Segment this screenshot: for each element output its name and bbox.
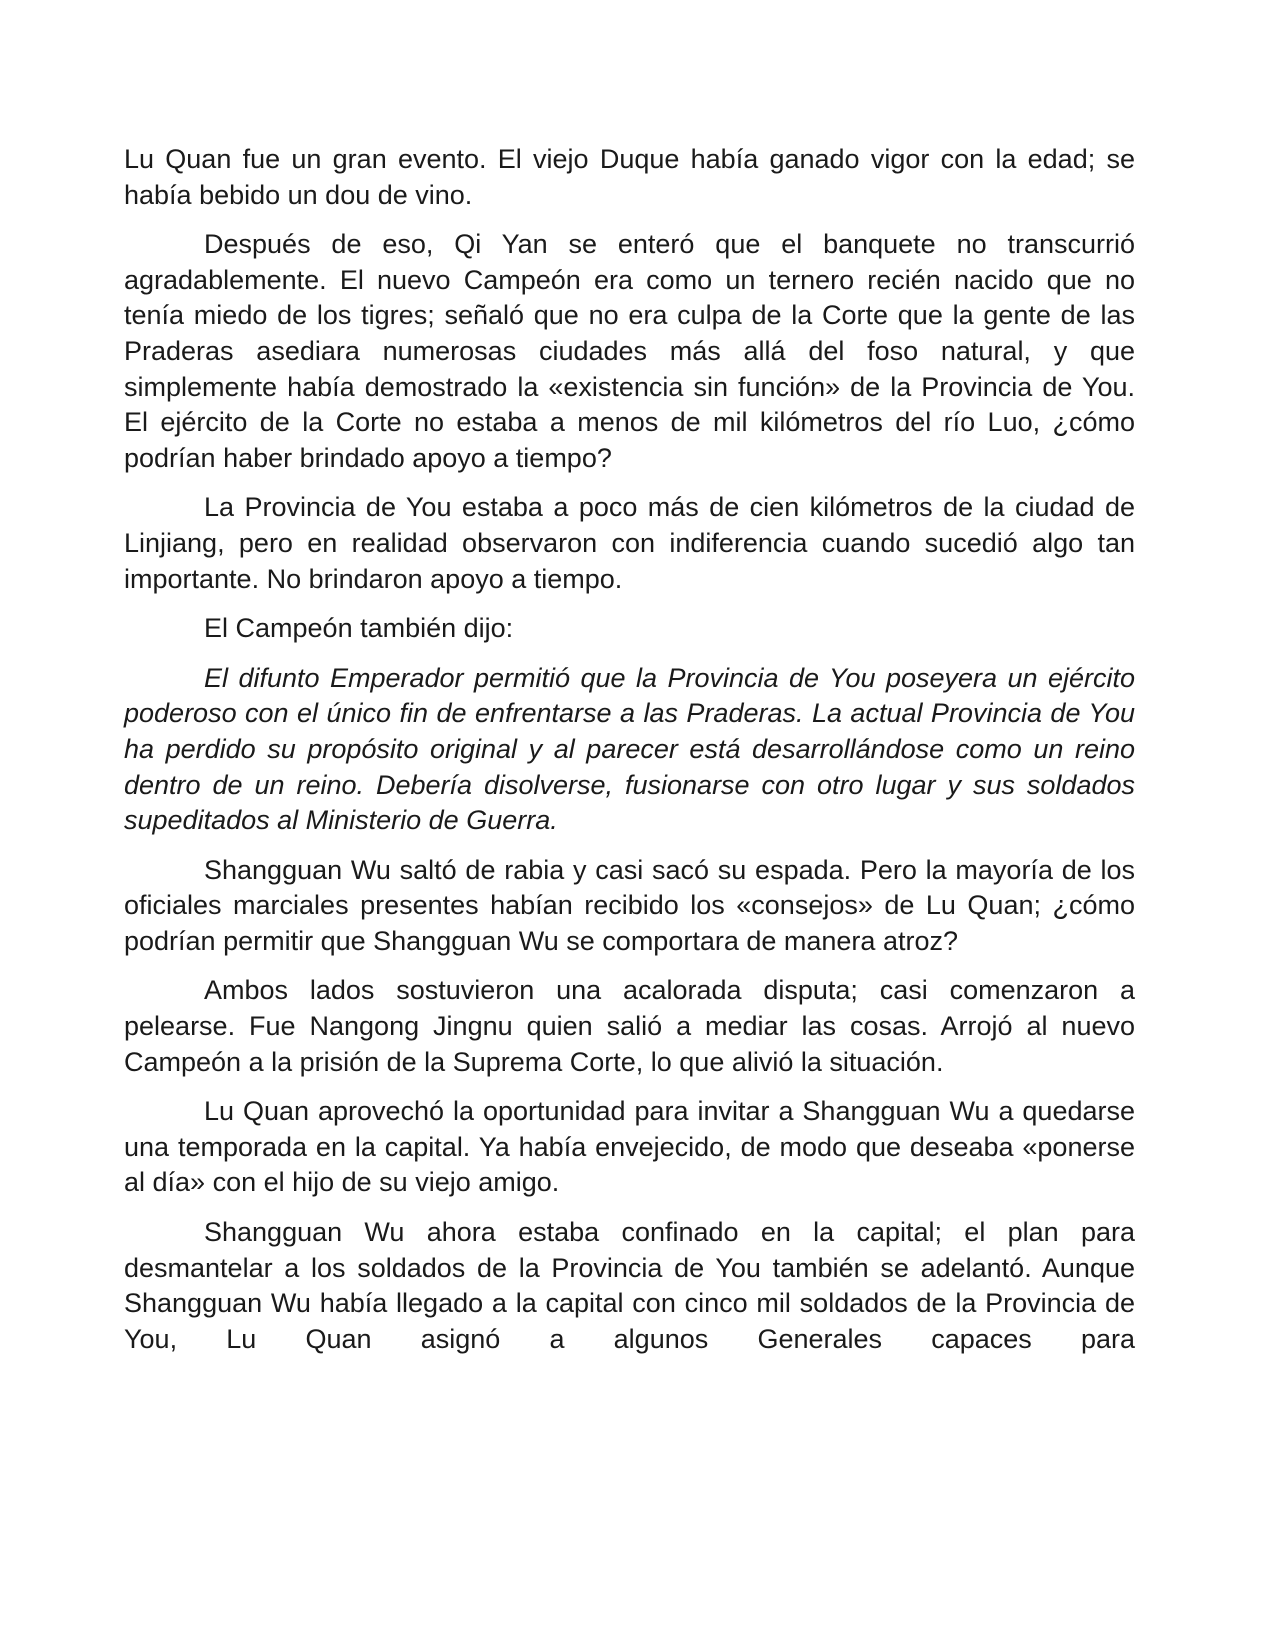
paragraph-linjiang: La Provincia de You estaba a poco más de cien kilómetros de la ciudad de Linjiang, pero en realidad observaron con indiferencia cuando sucedió algo tan importante. No brindaron apoyo a tiempo. [124,492,1135,594]
paragraph-shangguan-rage: Shangguan Wu saltó de rabia y casi sacó su espada. Pero la mayoría de los oficiales marciales presentes habían recibido los «consejos» de Lu Quan; ¿cómo podrían permitir que Shangguan Wu se comportara de manera atroz? [124,854,1135,956]
paragraph-dispute: Ambos lados sostuvieron una acalorada disputa; casi comenzaron a pelearse. Fue Nangong Jingnu quien salió a mediar las cosas. Arrojó al nuevo Campeón a la prisión de la Suprema Corte, lo que alivió la situación. [124,975,1135,1077]
paragraph-continuation: Lu Quan fue un gran evento. El viejo Duque había ganado vigor con la edad; se había bebido un dou de vino. [124,144,1135,210]
paragraph-champion-said: El Campeón también dijo: [204,613,514,644]
document-page [124,142,1135,1371]
paragraph-banquet: Después de eso, Qi Yan se enteró que el banquete no transcurrió agradablemente. El nuevo Campeón era como un ternero recién nacido que no tenía miedo de los tigres; señaló que no era culpa de la Corte que la gente de las Praderas asediara numerosas ciudades más allá del foso natural, y que simplemente había demostrado la «existencia sin función» de la Provincia de You. El ejército de la Corte no estaba a menos de mil kilómetros del río Luo, ¿cómo podrían haber brindado apoyo a tiempo? [124,229,1135,473]
paragraph-quote: El difunto Emperador permitió que la Provincia de You poseyera un ejército poderoso con el único fin de enfrentarse a las Praderas. La actual Provincia de You ha perdido su propósito original y al parecer está desarrollándose como un reino dentro de un reino. Debería disolverse, fusionarse con otro lugar y sus soldados supeditados al Ministerio de Guerra. [124,662,1135,836]
paragraph-invitation: Lu Quan aprovechó la oportunidad para invitar a Shangguan Wu a quedarse una temporada en la capital. Ya había envejecido, de modo que deseaba «ponerse al día» con el hijo de su viejo amigo. [124,1096,1135,1198]
paragraph-confined: Shangguan Wu ahora estaba confinado en la capital; el plan para desmantelar a los soldados de la Provincia de You también se adelantó. Aunque Shangguan Wu había llegado a la capital con cinco mil soldados de la Provincia de You, Lu Quan asignó a algunos Generales capaces para [124,1217,1135,1354]
